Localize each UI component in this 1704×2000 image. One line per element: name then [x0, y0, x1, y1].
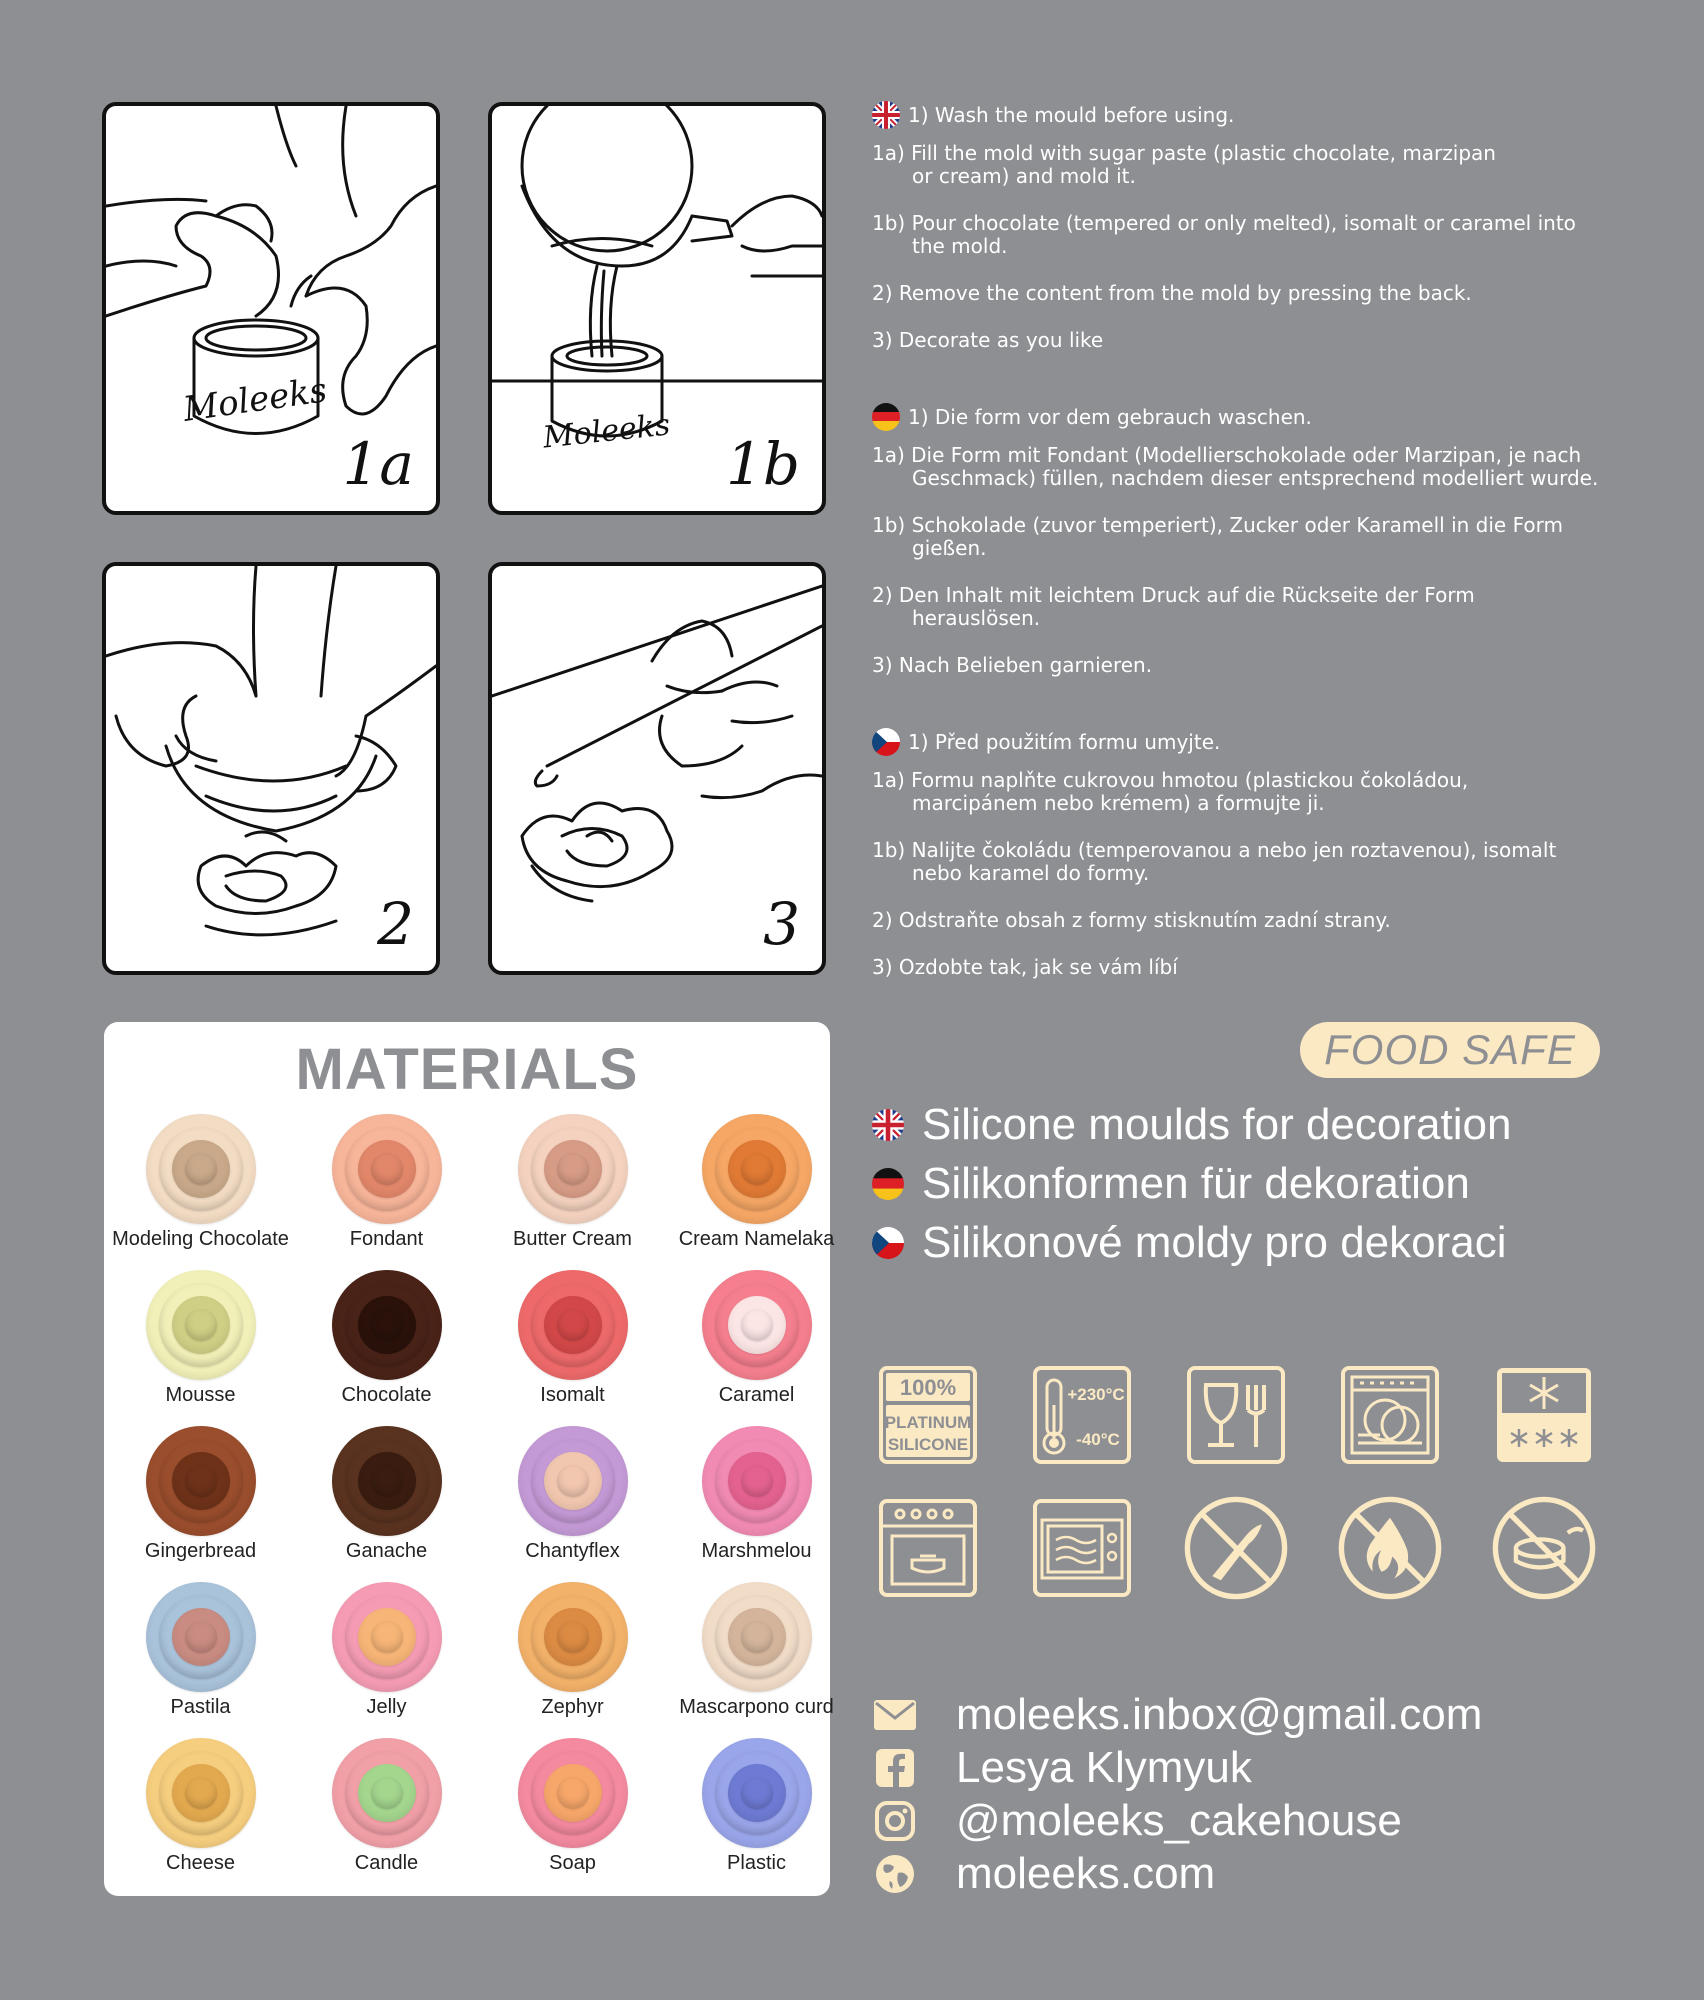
rose-petal [185, 1621, 217, 1653]
tagline-de [872, 1159, 1470, 1209]
rose-petal [185, 1153, 217, 1185]
rose-petal [741, 1465, 773, 1497]
material-label: Ganache [345, 1540, 428, 1562]
material-label: Chantyflex [525, 1540, 620, 1562]
contact-text: moleeks.inbox@gmail.com [956, 1690, 1483, 1739]
platinum-mid-text: PLATINUM [884, 1413, 972, 1432]
contact-email[interactable] [872, 1690, 1482, 1740]
material-label: Gingerbread [144, 1540, 257, 1562]
material-label: Cream Namelaka [678, 1228, 835, 1250]
instruction-line: or cream) and mold it. [912, 164, 1136, 188]
rose-petal [741, 1777, 773, 1809]
contact-instagram[interactable] [872, 1796, 1402, 1846]
rose-swatch-icon [332, 1738, 442, 1848]
instruction-line: 3) Ozdobte tak, jak se vám líbí [872, 955, 1178, 979]
material-item [296, 1738, 477, 1875]
rose-swatch-icon [146, 1582, 256, 1692]
material-item [296, 1426, 477, 1563]
material-label: Zephyr [541, 1696, 604, 1718]
rose-swatch-icon [146, 1426, 256, 1536]
material-item [666, 1114, 847, 1251]
rose-swatch-icon [702, 1426, 812, 1536]
instruction-line: 1a) Formu naplňte cukrovou hmotou (plastickou čokoládou, [872, 768, 1469, 792]
german-flag-icon [872, 403, 900, 431]
instruction-line: 1a) Die Form mit Fondant (Modellierschokolade oder Marzipan, je nach [872, 443, 1582, 467]
rose-swatch-icon [332, 1270, 442, 1380]
contact-text: moleeks.com [956, 1849, 1216, 1898]
rose-petal [741, 1153, 773, 1185]
temperature-icon [1032, 1365, 1132, 1465]
rose-petal [371, 1621, 403, 1653]
rose-petal [371, 1465, 403, 1497]
uk-flag-icon [872, 1109, 904, 1141]
instruction-line: 1b) Schokolade (zuvor temperiert), Zucker oder Karamell in die Form [872, 513, 1563, 537]
material-label: Marshmelou [701, 1540, 812, 1562]
rose-swatch-icon [332, 1582, 442, 1692]
no-knife-icon [1182, 1494, 1290, 1602]
rose-petal [741, 1309, 773, 1341]
instruction-line: 2) Odstraňte obsah z formy stisknutím zadní strany. [872, 908, 1391, 932]
instruction-line: the mold. [912, 234, 1008, 258]
contact-text: Lesya Klymyuk [956, 1743, 1252, 1792]
material-item [482, 1582, 663, 1719]
no-stovetop-icon [1490, 1494, 1598, 1602]
czech-flag-icon [872, 728, 900, 756]
rose-petal [185, 1777, 217, 1809]
instruction-line: 3) Nach Belieben garnieren. [872, 653, 1153, 677]
contact-website[interactable] [872, 1849, 1215, 1899]
step-panel-1b [488, 102, 826, 515]
material-label: Chocolate [341, 1384, 432, 1406]
platinum-silicone-icon [878, 1365, 978, 1465]
microwave-icon [1032, 1498, 1132, 1598]
rose-petal [557, 1777, 589, 1809]
rose-swatch-icon [702, 1114, 812, 1224]
rose-petal [371, 1153, 403, 1185]
rose-petal [557, 1153, 589, 1185]
instruction-line: 2) Remove the content from the mold by pressing the back. [872, 281, 1472, 305]
czech-flag-icon [872, 1227, 904, 1259]
instruction-line: 2) Den Inhalt mit leichtem Druck auf die Rückseite der Form [872, 583, 1475, 607]
german-flag-icon [872, 1168, 904, 1200]
freezer-icon [1494, 1365, 1594, 1465]
material-label: Cheese [166, 1852, 235, 1874]
material-item [296, 1270, 477, 1407]
materials-card [104, 1022, 835, 1896]
rose-swatch-icon [146, 1738, 256, 1848]
rose-petal [371, 1309, 403, 1341]
rose-petal [557, 1309, 589, 1341]
brand-logo: Moleeks [541, 407, 672, 456]
material-label: Pastila [170, 1696, 231, 1718]
material-item [110, 1738, 291, 1875]
instruction-line: 1b) Pour chocolate (tempered or only melted), isomalt or caramel into [872, 211, 1576, 235]
facebook-icon [872, 1745, 918, 1791]
uk-flag-icon [872, 101, 900, 129]
material-label: Plastic [727, 1852, 786, 1874]
material-item [666, 1738, 847, 1875]
material-item [482, 1738, 663, 1875]
rose-swatch-icon [702, 1270, 812, 1380]
material-item [296, 1114, 477, 1251]
rose-swatch-icon [146, 1270, 256, 1380]
globe-icon [872, 1851, 918, 1897]
rose-swatch-icon [146, 1114, 256, 1224]
material-label: Mascarpono curd [679, 1696, 834, 1718]
no-open-flame-icon [1336, 1494, 1444, 1602]
material-item [666, 1582, 847, 1719]
tagline-text: Silikonformen für dekoration [922, 1159, 1470, 1208]
instruction-line: nebo karamel do formy. [912, 861, 1150, 885]
platinum-top-text: 100% [899, 1375, 957, 1400]
instruction-line: 3) Decorate as you like [872, 328, 1104, 352]
material-label: Mousse [165, 1384, 236, 1406]
material-item [666, 1426, 847, 1563]
rose-swatch-icon [518, 1114, 628, 1224]
food-safe-badge: FOOD SAFE [1300, 1022, 1600, 1078]
instruction-line: 1a) Fill the mold with sugar paste (plastic chocolate, marzipan [872, 141, 1496, 165]
tagline-text: Silicone moulds for decoration [922, 1100, 1512, 1149]
material-item [110, 1426, 291, 1563]
material-item [110, 1270, 291, 1407]
instructions-de [872, 403, 1632, 677]
instruction-line [872, 101, 1632, 129]
rose-swatch-icon [332, 1114, 442, 1224]
brand-logo: Moleeks [180, 370, 330, 430]
step-label: 1b [725, 430, 800, 498]
instructions-en [872, 101, 1632, 352]
temp-high-text: +230°C [1067, 1385, 1125, 1404]
oven-icon [878, 1498, 978, 1598]
step-panel-1a [102, 102, 440, 515]
food-contact-icon [1186, 1365, 1286, 1465]
material-item [296, 1582, 477, 1719]
instruction-text: 1) Die form vor dem gebrauch waschen. [908, 404, 1312, 429]
platinum-bottom-text: SILICONE [887, 1435, 969, 1454]
instagram-icon [872, 1798, 918, 1844]
rose-swatch-icon [702, 1738, 812, 1848]
rose-petal [371, 1777, 403, 1809]
material-item [110, 1114, 291, 1251]
instruction-line: Geschmack) füllen, nachdem dieser entsprechend modelliert wurde. [912, 466, 1599, 490]
contact-facebook[interactable] [872, 1743, 1252, 1793]
rose-swatch-icon [332, 1426, 442, 1536]
tagline-cz [872, 1218, 1507, 1268]
instructions-cz [872, 728, 1632, 979]
instruction-text: 1) Před použitím formu umyjte. [908, 729, 1221, 754]
tagline-en [872, 1100, 1511, 1150]
material-label: Modeling Chocolate [112, 1228, 289, 1250]
dishwasher-icon [1340, 1365, 1440, 1465]
rose-swatch-icon [518, 1426, 628, 1536]
instruction-line [872, 728, 1632, 756]
material-label: Jelly [366, 1696, 407, 1718]
instruction-line: herauslösen. [912, 606, 1041, 630]
rose-swatch-icon [518, 1270, 628, 1380]
instruction-line: 1b) Nalijte čokoládu (temperovanou a nebo jen roztavenou), isomalt [872, 838, 1557, 862]
rose-swatch-icon [518, 1738, 628, 1848]
instruction-line [872, 403, 1632, 431]
material-label: Soap [549, 1852, 596, 1874]
material-label: Isomalt [540, 1384, 605, 1406]
material-item [110, 1582, 291, 1719]
material-label: Caramel [718, 1384, 795, 1406]
rose-petal [557, 1465, 589, 1497]
step-label: 3 [763, 890, 800, 958]
step-panel-3 [488, 562, 826, 975]
instruction-text: 1) Wash the mould before using. [908, 102, 1235, 127]
material-label: Butter Cream [513, 1228, 632, 1250]
rose-swatch-icon [518, 1582, 628, 1692]
instruction-line: marcipánem nebo krémem) a formujte ji. [912, 791, 1325, 815]
material-label: Candle [354, 1852, 419, 1874]
rose-petal [185, 1465, 217, 1497]
rose-petal [557, 1621, 589, 1653]
instruction-line: gießen. [912, 536, 987, 560]
material-item [482, 1426, 663, 1563]
rose-petal [741, 1621, 773, 1653]
material-item [482, 1270, 663, 1407]
contact-text: @moleeks_cakehouse [956, 1796, 1402, 1845]
rose-swatch-icon [702, 1582, 812, 1692]
material-label: Fondant [349, 1228, 424, 1250]
step-label: 2 [377, 890, 414, 958]
step-panel-2 [102, 562, 440, 975]
email-icon [872, 1692, 918, 1738]
rose-petal [185, 1309, 217, 1341]
tagline-text: Silikonové moldy pro dekoraci [922, 1218, 1507, 1267]
materials-title: MATERIALS [295, 1037, 639, 1102]
temp-low-text: -40°C [1076, 1430, 1120, 1449]
step-label: 1a [342, 430, 414, 498]
material-item [666, 1270, 847, 1407]
material-item [482, 1114, 663, 1251]
